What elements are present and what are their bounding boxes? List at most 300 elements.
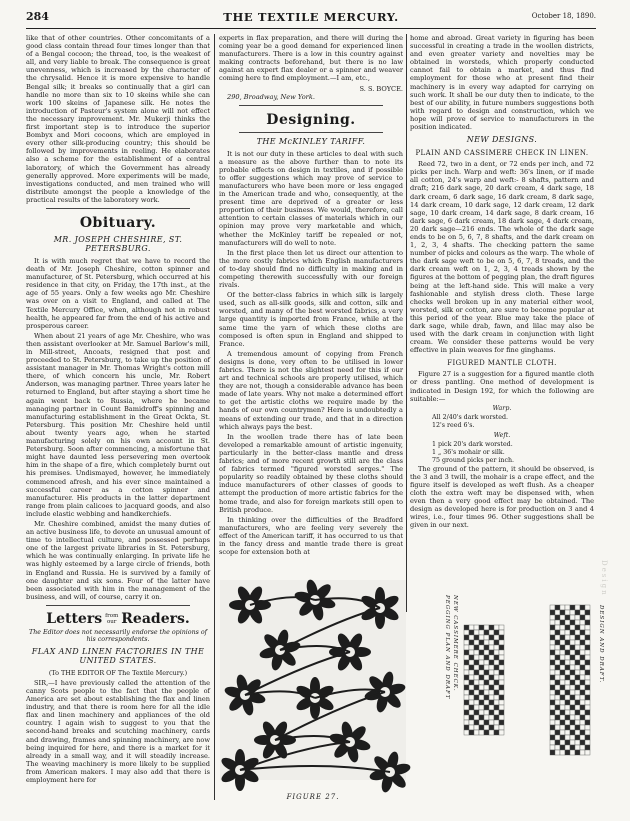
figure-caption: FIGURE 27. xyxy=(286,793,340,801)
grid-cell xyxy=(560,730,565,735)
grid-cell xyxy=(560,695,565,700)
grid-cell xyxy=(560,720,565,725)
grid-cell xyxy=(570,645,575,650)
grid-cell xyxy=(484,705,489,710)
grid-cell xyxy=(469,720,474,725)
grid-cell xyxy=(479,675,484,680)
tariff-paragraph: In thinking over the difficulties of the Bradford manufacturers, who are feeling very severely the effect of the American tariff, it has occurred to us that in the fancy dress and mantle trade there is great scope for extension both at xyxy=(219,515,403,557)
grid-cell xyxy=(580,655,585,660)
grid-cell xyxy=(580,630,585,635)
grid-cell xyxy=(575,625,580,630)
grid-cell xyxy=(575,620,580,625)
grid-cell xyxy=(469,665,474,670)
grid-cell xyxy=(474,670,479,675)
grid-cell xyxy=(555,615,560,620)
grid-cell xyxy=(555,740,560,745)
grid-cell xyxy=(570,640,575,645)
weft-line: 1 pick 20's dark worsted. xyxy=(432,440,513,448)
grid-cell xyxy=(575,700,580,705)
grid-cell xyxy=(555,745,560,750)
grid-cell xyxy=(484,730,489,735)
grid-cell xyxy=(469,710,474,715)
grid-cell xyxy=(494,730,499,735)
grid-cell xyxy=(570,615,575,620)
grid-cell xyxy=(489,710,494,715)
grid-cell xyxy=(494,645,499,650)
grid-cell xyxy=(494,705,499,710)
grid-cell xyxy=(565,605,570,610)
grid-cell xyxy=(479,660,484,665)
grid-cell xyxy=(484,675,489,680)
grid-cell xyxy=(580,680,585,685)
new-designs-heading: NEW DESIGNS. xyxy=(466,135,538,145)
grid-cell xyxy=(580,750,585,755)
grid-cell xyxy=(585,605,590,610)
grid-cell xyxy=(565,665,570,670)
warp-line: All 2/40's dark worsted. xyxy=(432,413,509,421)
grid-cell xyxy=(555,750,560,755)
grid-cell xyxy=(550,655,555,660)
grid-cell xyxy=(560,635,565,640)
grid-cell xyxy=(575,650,580,655)
letter-continuation: experts in flax preparation, and there will during the coming year be a good demand for experienced linen manufacturers. There is a low in this country against making contracts beforehand, but there is no law against an expert flax dealer or a spinner and weaver coming here to find employment.—I am, etc., xyxy=(219,34,403,83)
grid-cell xyxy=(560,675,565,680)
grid-cell xyxy=(464,715,469,720)
grid-cell xyxy=(555,625,560,630)
grid-cell xyxy=(494,670,499,675)
masthead-title: THE TEXTILE MERCURY. xyxy=(223,10,399,24)
grid-cell xyxy=(550,615,555,620)
grid-cell xyxy=(580,730,585,735)
designing-heading: Designing. xyxy=(266,111,356,128)
grid-cell xyxy=(494,685,499,690)
grid-cell xyxy=(464,640,469,645)
grid-cell xyxy=(474,665,479,670)
grid-cell xyxy=(585,630,590,635)
grid-cell xyxy=(575,675,580,680)
grid-cell xyxy=(469,660,474,665)
grid-cell xyxy=(575,680,580,685)
grid-cell xyxy=(585,745,590,750)
grid-cell xyxy=(565,700,570,705)
grid-cell xyxy=(555,655,560,660)
grid-cell xyxy=(464,655,469,660)
column-3 xyxy=(410,34,594,530)
letters-from: from xyxy=(105,612,119,619)
grid-cell xyxy=(550,650,555,655)
grid-cell xyxy=(550,635,555,640)
grid-cell xyxy=(489,690,494,695)
grid-cell xyxy=(565,630,570,635)
grid-cell xyxy=(565,680,570,685)
grid-cell xyxy=(489,720,494,725)
grid-cell xyxy=(580,725,585,730)
grid-cell xyxy=(464,675,469,680)
grid-cell xyxy=(555,610,560,615)
grid-cell xyxy=(469,715,474,720)
grid-cell xyxy=(570,700,575,705)
draft-label-2: NEW CASSIMERE CHECK. xyxy=(452,595,458,692)
grid-cell xyxy=(474,675,479,680)
grid-cell xyxy=(469,630,474,635)
grid-cell xyxy=(580,715,585,720)
grid-cell xyxy=(499,725,504,730)
grid-cell xyxy=(550,680,555,685)
grid-cell xyxy=(484,690,489,695)
grid-cell xyxy=(550,675,555,680)
grid-cell xyxy=(479,725,484,730)
grid-cell xyxy=(484,625,489,630)
grid-cell xyxy=(474,725,479,730)
grid-cell xyxy=(464,725,469,730)
grid-cell xyxy=(464,630,469,635)
grid-cell xyxy=(580,660,585,665)
grid-cell xyxy=(464,730,469,735)
grid-cell xyxy=(464,690,469,695)
grid-cell xyxy=(570,650,575,655)
tariff-paragraph: In the woollen trade there has of late been developed a remarkable amount of artistic ingenuity, particularly in the better-class mantle and dress fabrics; and of more recent growth still are the class of fabrics termed "figured worsted serges." The popularity so readily obtained by these cloths should induce manufacturers of other classes of goods to attempt the production of more artistic fabrics for the home trade, and also for foreign markets still open to British produce. xyxy=(219,432,403,514)
grid-cell xyxy=(575,685,580,690)
grid-cell xyxy=(575,730,580,735)
grid-cell xyxy=(550,730,555,735)
grid-cell xyxy=(550,695,555,700)
grid-cell xyxy=(499,635,504,640)
obituary-subheading: MR. JOSEPH CHESHIRE, ST. PETERSBURG. xyxy=(53,234,183,253)
grid-cell xyxy=(479,635,484,640)
grid-cell xyxy=(474,650,479,655)
grid-cell xyxy=(469,635,474,640)
grid-cell xyxy=(494,675,499,680)
letters-from-our xyxy=(105,613,118,625)
grid-cell xyxy=(580,665,585,670)
grid-cell xyxy=(474,680,479,685)
grid-cell xyxy=(479,730,484,735)
grid-cell xyxy=(469,690,474,695)
grid-cell xyxy=(550,665,555,670)
grid-cell xyxy=(555,605,560,610)
grid-cell xyxy=(565,720,570,725)
grid-cell xyxy=(484,665,489,670)
obituary-paragraph: Mr. Cheshire combined, amidst the many duties of an active business life, to devote an unusual amount of time to intellectual culture, and possessed perhaps one of the largest private libraries in St. Petersburg, which he was continually enlarging. In private life he was highly esteemed by a large circle of friends, both in England and Russia. He is survived by a family of one daughter and six sons. Four of the latter have been associated with him in the management of the business, and will, of course, carry it on. xyxy=(26,519,210,601)
grid-cell xyxy=(469,625,474,630)
grid-cell xyxy=(575,655,580,660)
grid-cell xyxy=(479,705,484,710)
grid-cell xyxy=(555,725,560,730)
grid-cell xyxy=(550,715,555,720)
grid-cell xyxy=(494,625,499,630)
grid-cell xyxy=(565,715,570,720)
grid-cell xyxy=(474,630,479,635)
grid-cell xyxy=(479,715,484,720)
flax-letter-heading: FLAX AND LINEN FACTORIES IN THE UNITED STATES. xyxy=(31,646,205,665)
grid-cell xyxy=(575,745,580,750)
grid-cell xyxy=(484,650,489,655)
grid-cell xyxy=(575,740,580,745)
grid-cell xyxy=(570,705,575,710)
grid-cell xyxy=(489,670,494,675)
grid-cell xyxy=(555,620,560,625)
grid-cell xyxy=(565,670,570,675)
grid-cell xyxy=(499,680,504,685)
column-2 xyxy=(219,34,403,557)
grid-cell xyxy=(550,660,555,665)
grid-cell xyxy=(489,730,494,735)
grid-cell xyxy=(560,670,565,675)
grid-cell xyxy=(489,700,494,705)
grid-cell xyxy=(474,655,479,660)
grid-cell xyxy=(560,745,565,750)
grid-cell xyxy=(469,705,474,710)
grid-cell xyxy=(575,670,580,675)
grid-cell xyxy=(474,710,479,715)
grid-cell xyxy=(479,690,484,695)
grid-cell xyxy=(570,690,575,695)
grid-cell xyxy=(484,645,489,650)
grid-cell xyxy=(560,750,565,755)
grid-cell xyxy=(550,750,555,755)
grid-cell xyxy=(565,675,570,680)
grid-cell xyxy=(494,635,499,640)
grid-cell xyxy=(550,645,555,650)
grid-cell xyxy=(479,680,484,685)
tariff-paragraph: It is not our duty in these articles to deal with such a measure as the above further than to note its probable effects on design in textiles, and if possible to offer suggestions which may prove of service to manufacturers who have been more or less engaged in the American trade and who, consequently, at the present time are deprived of a greater or less proportion of their business. We would, therefore, call attention to certain classes of materials which in our opinion may prove very marketable and which, whether the McKinley tariff be repealed or not, manufacturers will do well to note. xyxy=(219,149,403,247)
grid-cell xyxy=(479,665,484,670)
grid-cell xyxy=(499,705,504,710)
grid-cell xyxy=(484,660,489,665)
grid-cell xyxy=(489,680,494,685)
grid-cell xyxy=(570,710,575,715)
grid-cell xyxy=(550,620,555,625)
section-divider xyxy=(239,105,383,106)
grid-cell xyxy=(585,620,590,625)
grid-cell xyxy=(464,660,469,665)
grid-cell xyxy=(484,655,489,660)
grid-cell xyxy=(580,620,585,625)
grid-cell xyxy=(575,635,580,640)
grid-cell xyxy=(550,625,555,630)
grid-cell xyxy=(499,660,504,665)
grid-cell xyxy=(464,710,469,715)
grid-cell xyxy=(550,740,555,745)
grid-cell xyxy=(560,690,565,695)
grid-cell xyxy=(555,735,560,740)
grid-cell xyxy=(484,680,489,685)
grid-cell xyxy=(575,725,580,730)
grid-cell xyxy=(494,665,499,670)
grid-cell xyxy=(565,730,570,735)
grid-cell xyxy=(570,625,575,630)
grid-cell xyxy=(499,665,504,670)
grid-cell xyxy=(575,605,580,610)
grid-cell xyxy=(570,675,575,680)
grid-cell xyxy=(550,630,555,635)
grid-cell xyxy=(580,685,585,690)
grid-cell xyxy=(560,605,565,610)
grid-cell xyxy=(464,680,469,685)
grid-cell xyxy=(575,645,580,650)
intro-paragraph: like that of other countries. Other concomitants of a good class contain thread four times longer than that of a Bengal cocoon; the thread, too, is the weakest of all, and very liable to break. The consequence is great unevenness, which is increased by the character of the chrysalid. Hence it is more expensive to handle Bengal silk; it breaks so continually that a girl can handle no more than six to 10 skeins while she can work 100 skeins of Japanese silk. He notes the introduction of Pasteur's system alone will not effect the necessary improvement. Mr. Mukerji thinks the first important step is to introduce the superior Bombyx and Mori cocoons, which are employed in every other silk-producing country; this should be followed by improvements in reeling. He elaborates also a scheme for the establishment of a central laboratory, of which the Government has already generally approved. More experiments will be made, investigations conducted, and men trained who will distribute amongst the people a knowledge of the practical results of the laboratory work. xyxy=(26,34,210,204)
grid-cell xyxy=(489,625,494,630)
grid-cell xyxy=(570,635,575,640)
grid-cell xyxy=(575,690,580,695)
grid-cell xyxy=(585,625,590,630)
grid-cell xyxy=(585,735,590,740)
issue-date: October 18, 1890. xyxy=(531,12,596,20)
grid-cell xyxy=(484,710,489,715)
grid-cell xyxy=(555,730,560,735)
grid-cell xyxy=(555,630,560,635)
grid-cell xyxy=(565,650,570,655)
grid-cell xyxy=(550,745,555,750)
grid-cell xyxy=(464,700,469,705)
grid-cell xyxy=(580,700,585,705)
grid-cell xyxy=(555,705,560,710)
grid-cell xyxy=(494,695,499,700)
grid-cell xyxy=(575,640,580,645)
figured-mantle-paragraph: Figure 27 is a suggestion for a figured mantle cloth or dress pantling. One method of development is indicated in Design 192, for which the following are suitable:— xyxy=(410,370,594,403)
grid-cell xyxy=(560,735,565,740)
grid-cell xyxy=(479,650,484,655)
editor-disclaimer: The Editor does not necessarily endorse the opinions of his correspondents. xyxy=(29,628,207,643)
grid-cell xyxy=(555,665,560,670)
grid-cell xyxy=(499,645,504,650)
grid-cell xyxy=(550,700,555,705)
grid-cell xyxy=(585,665,590,670)
grid-cell xyxy=(550,705,555,710)
grid-cell xyxy=(555,715,560,720)
grid-cell xyxy=(555,685,560,690)
grid-cell xyxy=(550,720,555,725)
column-rule-right xyxy=(406,34,407,612)
grid-cell xyxy=(580,615,585,620)
letters-word: Letters xyxy=(46,610,103,627)
grid-cell xyxy=(494,655,499,660)
grid-cell xyxy=(575,695,580,700)
grid-cell xyxy=(484,700,489,705)
figure-27-illustration xyxy=(220,580,406,780)
grid-cell xyxy=(580,695,585,700)
grid-cell xyxy=(479,640,484,645)
grid-cell xyxy=(474,690,479,695)
grid-cell xyxy=(494,680,499,685)
grid-cell xyxy=(555,710,560,715)
letters-our: our xyxy=(106,618,117,625)
grid-cell xyxy=(585,750,590,755)
grid-cell xyxy=(484,725,489,730)
grid-cell xyxy=(494,690,499,695)
grid-cell xyxy=(474,625,479,630)
grid-cell xyxy=(464,635,469,640)
grid-cell xyxy=(585,675,590,680)
grid-cell xyxy=(489,630,494,635)
column-1 xyxy=(26,34,210,800)
grid-cell xyxy=(570,660,575,665)
section-divider xyxy=(46,605,190,606)
grid-cell xyxy=(570,730,575,735)
floral-pattern xyxy=(220,580,406,780)
grid-cell xyxy=(585,705,590,710)
grid-cell xyxy=(560,680,565,685)
grid-cell xyxy=(484,715,489,720)
readers-word: Readers. xyxy=(121,610,190,627)
grid-cell xyxy=(570,750,575,755)
grid-cell xyxy=(565,705,570,710)
grid-cell xyxy=(469,675,474,680)
grid-cell xyxy=(499,695,504,700)
grid-cell xyxy=(474,700,479,705)
grid-cell xyxy=(494,725,499,730)
grid-cell xyxy=(575,665,580,670)
grid-cell xyxy=(580,645,585,650)
obituary-paragraph: When about 21 years of age Mr. Cheshire, who was then assistant overlooker at Mr. Samuel Barlow's mill, in Mill-street, Ancoats, resigned that post and proceeded to St. Petersburg, to take up the position of assistant manager in Mr. Thomas Wright's cotton mill there, of which concern his uncle, Mr. Robert Anderson, was managing partner. Three years later he returned to England, but after staying a short time he again went back to Russia, where he became managing partner in Count Bamidroff's spinning and manufacturing establishment in the Great Ockta, St. Petersburg. This position Mr. Cheshire held until about twenty years ago, when he started manufacturing solely on his own account in St. Petersburg. Soon after commencing, a misfortune that might have daunted less persevering men overtook him in the shape of a fire, which completely burnt out his premises. Undismayed, however, he immediately commenced afresh, and his ever since maintained a successful career as a cotton spinner and manufacturer. His products in the latter department range from plain calicoes to jacquard goods, and also include elastic webbing and handkerchiefs. xyxy=(26,331,210,518)
grid-cell xyxy=(555,675,560,680)
section-divider xyxy=(239,132,383,133)
bleed-through-text: Design xyxy=(600,560,608,597)
tariff-continuation: home and abroad. Great variety in figuring has been successful in creating a trade in the woollen districts, and even greater variety and novelties may be obtained in worsteds, which properly conducted cannot fail to obtain a market, and thus find employment for those who at present find their machinery is in every way adapted for carrying on such work. It shall be our duty then to indicate, to the best of our ability, in future numbers suggestions both with regard to design and construction, which we hope will prove of service to manufacturers in the position indicated. xyxy=(410,34,594,132)
grid-cell xyxy=(580,740,585,745)
grid-cell xyxy=(565,690,570,695)
grid-cell xyxy=(570,720,575,725)
grid-cell xyxy=(580,650,585,655)
warp-label: Warp. xyxy=(492,404,512,412)
grid-cell xyxy=(560,665,565,670)
grid-cell xyxy=(585,645,590,650)
pegging-plan-diagram xyxy=(420,585,610,785)
grid-cell xyxy=(474,730,479,735)
grid-cell xyxy=(560,615,565,620)
grid-cell xyxy=(565,645,570,650)
grid-cell xyxy=(489,640,494,645)
grid-cell xyxy=(560,625,565,630)
grid-cell xyxy=(469,685,474,690)
grid-cell xyxy=(489,695,494,700)
grid-cell xyxy=(580,710,585,715)
grid-cell xyxy=(479,625,484,630)
grid-cell xyxy=(550,610,555,615)
grid-cell xyxy=(580,610,585,615)
grid-cell xyxy=(464,685,469,690)
draft-label-3: DESIGN AND DRAFT. xyxy=(598,605,604,684)
grid-cell xyxy=(464,665,469,670)
grid-cell xyxy=(565,640,570,645)
grid-cell xyxy=(494,715,499,720)
grid-cell xyxy=(575,615,580,620)
grid-cell xyxy=(479,670,484,675)
letter-address: 290, Broadway, New York. xyxy=(227,92,315,101)
grid-cell xyxy=(494,710,499,715)
grid-cell xyxy=(464,670,469,675)
grid-cell xyxy=(585,635,590,640)
grid-cell xyxy=(479,700,484,705)
grid-cell xyxy=(494,660,499,665)
grid-cell xyxy=(499,700,504,705)
grid-cell xyxy=(575,710,580,715)
tariff-paragraph: In the first place then let us direct our attention to the more costly fabrics which English manufacturers of to-day should find no difficulty in making and in competing therewith successfully with our foreign rivals. xyxy=(219,248,403,290)
grid-cell xyxy=(489,665,494,670)
grid-cell xyxy=(565,620,570,625)
grid-cell xyxy=(565,635,570,640)
grid-cell xyxy=(585,720,590,725)
grid-cell xyxy=(550,725,555,730)
grid-cell xyxy=(565,625,570,630)
grid-cell xyxy=(555,660,560,665)
weft-line: 75 ground picks per inch. xyxy=(432,456,515,464)
tariff-paragraph: A tremendous amount of copying from French designs is done, very often to be utilised in lower fabrics. There is not the slightest need for this if our art and technical schools are properly utilised, which they are not, though a considerable advance has been made of late years. Why not make a determined effort to get the artistic cloths we require made by the hands of our own countrymen? Here is undoubtedly a means of extending our trade, and that in a direction which always pays the best. xyxy=(219,349,403,431)
grid-cell xyxy=(499,655,504,660)
grid-cell xyxy=(565,710,570,715)
grid-cell xyxy=(565,660,570,665)
grid-cell xyxy=(585,715,590,720)
